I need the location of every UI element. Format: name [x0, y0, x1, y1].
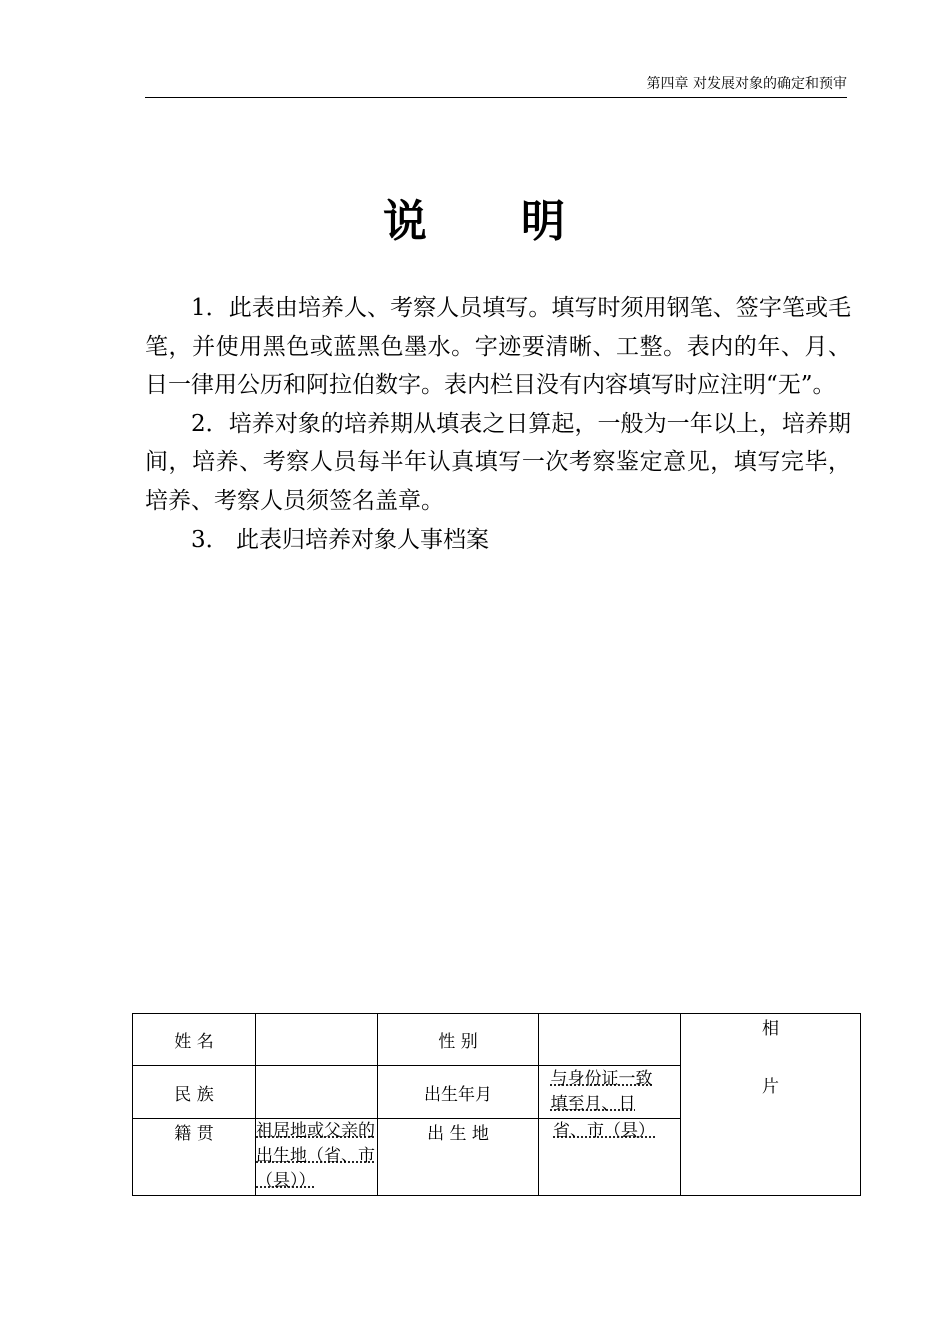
birthplace-label: 出 生 地 — [378, 1119, 539, 1196]
birth-date-label: 出生年月 — [378, 1066, 539, 1119]
ethnicity-field[interactable] — [256, 1066, 378, 1119]
personal-info-table — [132, 1013, 861, 1196]
instructions — [145, 289, 851, 559]
birthplace-field[interactable] — [539, 1119, 681, 1196]
gender-label: 性 别 — [378, 1014, 539, 1066]
name-label: 姓 名 — [133, 1014, 256, 1066]
native-place-label: 籍 贯 — [133, 1119, 256, 1196]
title-char-1: 说 — [383, 196, 429, 247]
native-place-hint: 祖居地或父亲的出生地（省、市（县）） — [256, 1121, 375, 1191]
birth-date-field[interactable] — [539, 1066, 681, 1119]
ethnicity-label: 民 族 — [133, 1066, 256, 1119]
photo-label-1: 相 — [762, 1019, 779, 1039]
instruction-item-3: 3． 此表归培养对象人事档案 — [191, 526, 489, 553]
running-header: 第四章 对发展对象的确定和预审 — [145, 74, 847, 98]
photo-area[interactable] — [681, 1014, 861, 1196]
instruction-item-2: 2．培养对象的培养期从填表之日算起，一般为一年以上，培养期间，培养、考察人员每半年认真填写一次考察鉴定意见，填写完毕，培养、考察人员须签名盖章。 — [145, 410, 851, 514]
title-char-2: 明 — [521, 196, 567, 247]
gender-field[interactable] — [539, 1014, 681, 1066]
page-title — [0, 192, 950, 252]
name-field[interactable] — [256, 1014, 378, 1066]
photo-label-2: 片 — [762, 1077, 779, 1097]
birth-date-hint: 与身份证一致填至月、日 — [550, 1069, 653, 1114]
instruction-item-1: 1．此表由培养人、考察人员填写。填写时须用钢笔、签字笔或毛笔，并使用黑色或蓝黑色墨水。字迹要清晰、工整。表内的年、月、日一律用公历和阿拉伯数字。表内栏目没有内容填写时应注明“无”。 — [145, 295, 851, 399]
native-place-field[interactable] — [256, 1119, 378, 1196]
birthplace-hint: 省、市（县） — [553, 1121, 655, 1141]
